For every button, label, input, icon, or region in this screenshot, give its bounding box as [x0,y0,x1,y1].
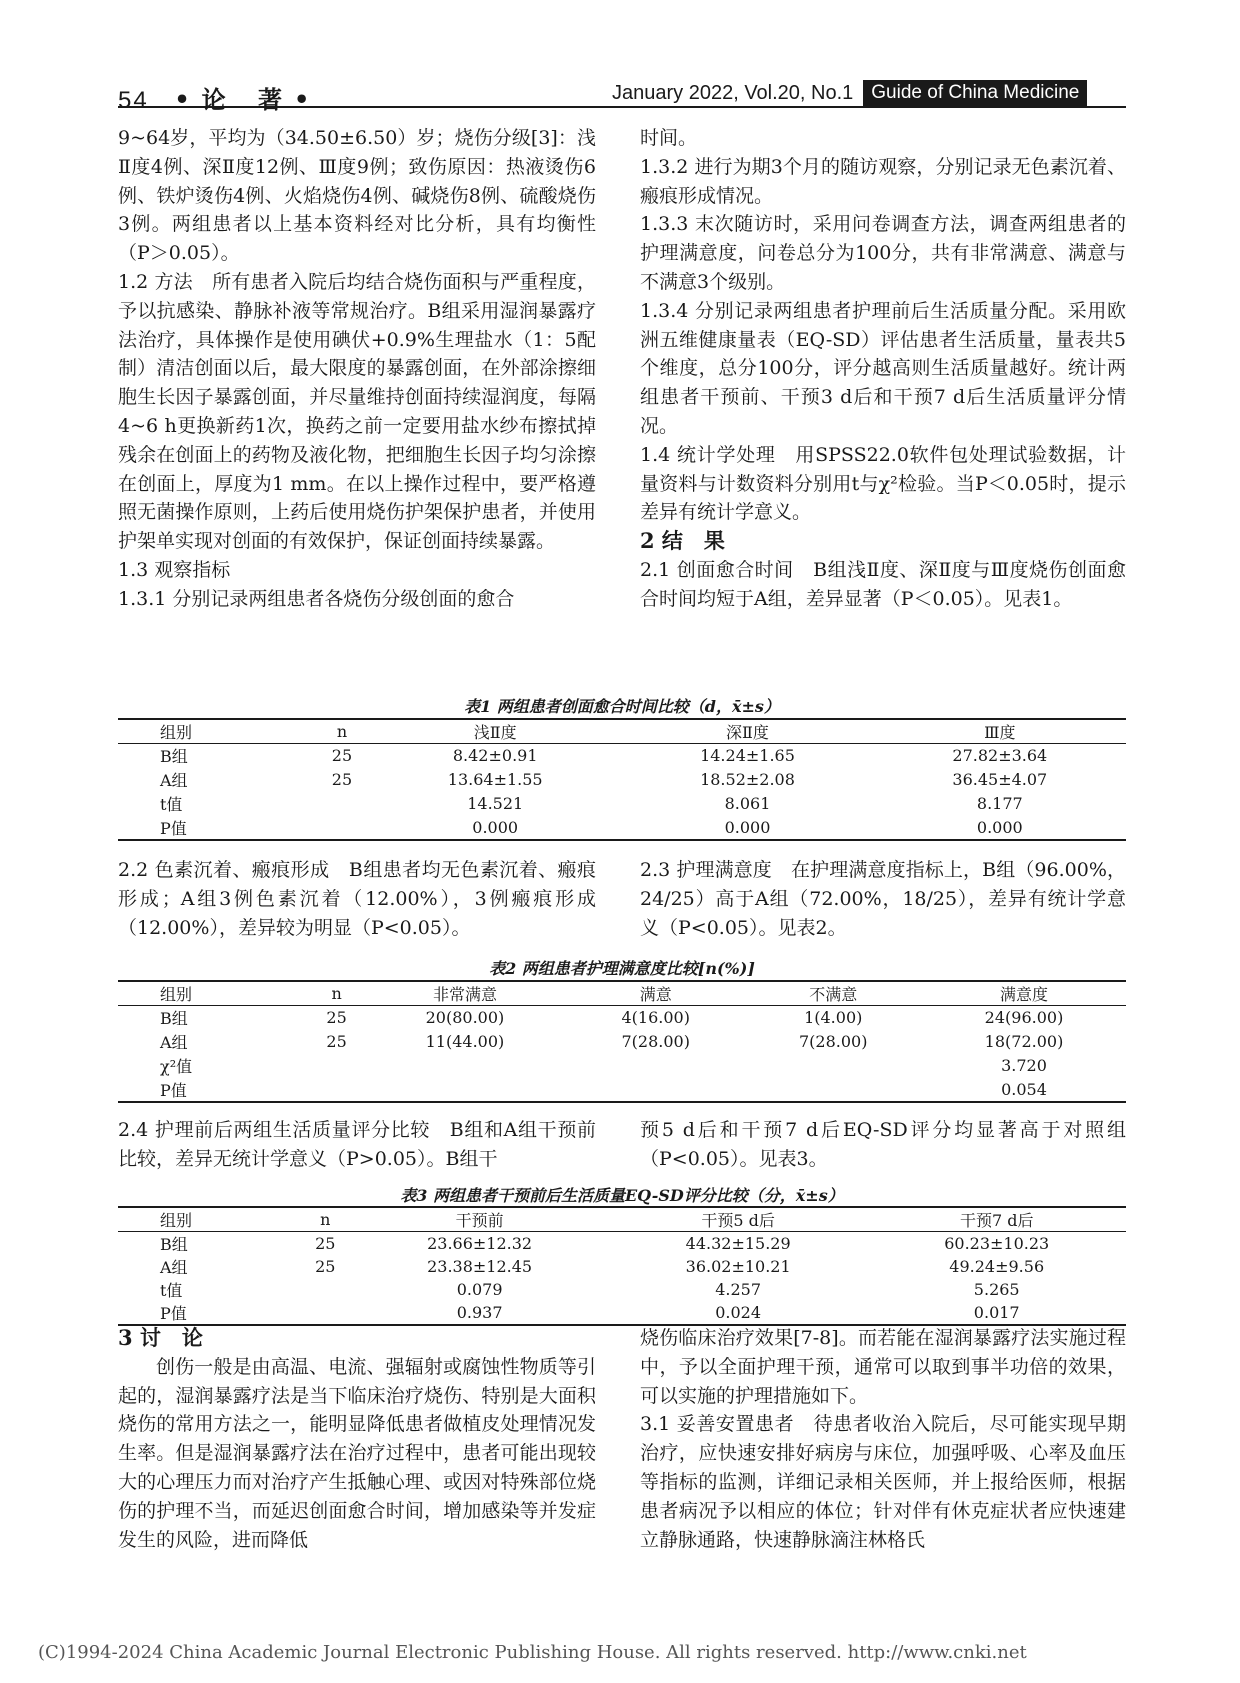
table-header: Ⅲ度 [874,719,1126,744]
table-cell: 44.32±15.29 [685,1234,791,1253]
table-cell [300,1278,350,1301]
table-cell [363,1054,567,1078]
issue-info: January 2022, Vol.20, No.1 [612,81,854,104]
table-cell [315,792,369,816]
table-cell [744,1054,922,1078]
paragraph: 预5 d后和干预7 d后EQ-SD评分均显著高于对照组（P<0.05）。见表3。 [640,1119,1126,1170]
table-cell: 25 [331,746,353,766]
table-cell: 5.265 [973,1280,1020,1299]
section-heading: 2 结 果 [640,528,725,554]
table-cell: 60.23±10.23 [944,1234,1050,1253]
table2-caption: 表2 两组患者护理满意度比较[n(%)] [489,959,755,978]
table-header: 组别 [118,981,310,1006]
table-header: 浅Ⅱ度 [369,719,621,744]
paragraph: 2.2 色素沉着、瘢痕形成 B组患者均无色素沉着、瘢痕形成；A组3例色素沉着（12.00%），3例瘢痕形成（12.00%），差异较为明显（P<0.05）。 [118,859,596,939]
table-cell: 23.66±12.32 [427,1234,533,1253]
table-cell: A组 [160,771,188,790]
table-cell: t值 [160,1281,183,1300]
table-cell: 14.24±1.65 [700,746,795,766]
table-header: 深Ⅱ度 [621,719,873,744]
table-cell: 36.02±10.21 [685,1257,791,1276]
table-cell: 23.38±12.45 [427,1257,533,1276]
table1-caption: 表1 两组患者创面愈合时间比较（d，x̄±s） [464,697,780,716]
paragraph: 1.3.2 进行为期3个月的随访观察，分别记录无色素沉着、瘢痕形成情况。 [640,155,1126,207]
table-header: 满意度 [922,981,1126,1006]
table-cell: 13.64±1.55 [447,770,543,789]
table3-caption: 表3 两组患者干预前后生活质量EQ-SD评分比较（分，x̄±s） [400,1186,844,1205]
column-top-left [118,124,596,614]
table-cell: 14.521 [467,794,524,813]
paragraph: 烧伤临床治疗效果[7-8]。而若能在湿润暴露疗法实施过程中，予以全面护理干预，通常可以取到事半功倍的效果，可以实施的护理措施如下。 [640,1327,1126,1407]
column-mid1-right [640,856,1126,942]
table-cell: 8.061 [724,794,771,813]
table-row [118,1006,1126,1030]
table-cell: 49.24±9.56 [949,1257,1045,1276]
paragraph: 9~64岁，平均为（34.50±6.50）岁；烧伤分级[3]：浅Ⅱ度4例、深Ⅱ度12例、Ⅲ度9例；致伤原因：热液烫伤6例、铁炉烫伤4例、火焰烧伤4例、碱烧伤8例、硫酸烧伤3例。两组患者以上基本资料经对比分析，具有均衡性（P＞0.05）。 [118,127,596,265]
table-cell: t值 [160,795,183,814]
table1 [118,718,1126,841]
table-cell: 20(80.00) [425,1008,505,1028]
table-cell: 0.017 [973,1303,1020,1322]
table-cell: A组 [160,1033,188,1052]
table-cell [310,1054,363,1078]
copyright-footer: (C)1994-2024 China Academic Journal Electronic Publishing House. All rights reserved. http://www.cnki.net [38,1642,1027,1663]
table-row [118,1078,1126,1102]
table-cell: 0.000 [724,817,771,837]
table-cell: 0.000 [976,817,1023,837]
paragraph: 创伤一般是由高温、电流、强辐射或腐蚀性物质等引起的，湿润暴露疗法是当下临床治疗烧伤、特别是大面积烧伤的常用方法之一，能明显降低患者做植皮处理情况发生率。但是湿润暴露疗法在治疗过程中，患者可能出现较大的心理压力而对治疗产生抵触心理、或因对特殊部位烧伤的护理不当，而延迟创面愈合时间，增加感染等并发症发生的风险，进而降低 [118,1355,596,1551]
table-cell: 0.024 [715,1303,762,1322]
table-row [118,768,1126,792]
table-cell: P值 [160,1304,187,1323]
table-row [118,1301,1126,1325]
paragraph: 1.2 方法 所有患者入院后均结合烧伤面积与严重程度，予以抗感染、静脉补液等常规治疗。B组采用湿润暴露疗法治疗，具体操作是使用碘伏+0.9%生理盐水（1：5配制）清洁创面以后，最大限度的暴露创面，在外部涂擦细胞生长因子暴露创面，并尽量维持创面持续湿润度，每隔4~6 h更换新药1次，换药之前一定要用盐水纱布擦拭掉残余在创面上的药物及液化物，把细胞生长因子均匀涂擦在创面上，厚度为1 mm。在以上操作过程中，要严格遵照无菌操作原则，上药后使用烧伤护架保护患者，并使用护架单实现对创面的有效保护，保证创面持续暴露。 [118,270,596,553]
table-header: n [315,719,369,744]
column-mid2-right [640,1116,1126,1174]
table-cell: 25 [315,1234,336,1253]
table-cell: 0.079 [456,1280,503,1299]
column-mid1-left [118,856,596,942]
section-label: •论 著• [174,85,322,114]
table3 [118,1206,1126,1326]
page-header-right [612,78,1087,108]
table-header: 干预前 [350,1207,609,1232]
table-row [118,1232,1126,1256]
table-cell [300,1301,350,1325]
table-cell: B组 [160,747,188,767]
paragraph: 时间。 [640,127,698,149]
table-cell: P值 [160,1080,187,1100]
table-cell: B组 [160,1235,188,1254]
table-cell: 7(28.00) [799,1032,868,1051]
table-cell: 7(28.00) [621,1032,690,1051]
table-cell: A组 [160,1258,188,1277]
table-cell: 36.45±4.07 [952,770,1048,789]
table-cell [310,1078,363,1102]
table-cell: P值 [160,818,187,838]
table-cell: 0.000 [472,817,519,837]
table-cell: 27.82±3.64 [952,746,1048,766]
paragraph: 1.3.3 末次随访时，采用问卷调查方法，调查两组患者的护理满意度，问卷总分为100分，共有非常满意、满意与不满意3个级别。 [640,213,1126,293]
table-cell: 25 [315,1257,336,1276]
table-header: 组别 [118,1207,300,1232]
table-cell: 4.257 [715,1280,762,1299]
table-cell: 0.937 [456,1303,503,1322]
paragraph: 1.3.1 分别记录两组患者各烧伤分级创面的愈合 [118,587,515,610]
column-mid2-left [118,1116,596,1174]
paragraph: 1.3.4 分别记录两组患者护理前后生活质量分配。采用欧洲五维健康量表（EQ-SD）评估患者生活质量，量表共5个维度，总分100分，评分越高则生活质量越好。统计两组患者干预前、干预3 d后和干预7 d后生活质量评分情况。 [640,299,1126,437]
table-cell: 8.42±0.91 [452,746,538,766]
paragraph: 2.3 护理满意度 在护理满意度指标上，B组（96.00%，24/25）高于A组（72.00%，18/25），差异有统计学意义（P<0.05）。见表2。 [640,859,1126,939]
paragraph: 2.4 护理前后两组生活质量评分比较 B组和A组干预前比较，差异无统计学意义（P>0.05）。B组干 [118,1119,596,1170]
table-row [118,1278,1126,1301]
table-cell [567,1078,745,1102]
table-row [118,1054,1126,1078]
table-cell: 4(16.00) [621,1008,690,1028]
table-cell: 1(4.00) [804,1008,863,1028]
table-cell: B组 [160,1009,188,1029]
table-row [118,1255,1126,1278]
table-cell: 11(44.00) [425,1032,505,1051]
column-top-right [640,124,1126,614]
table-header: 不满意 [744,981,922,1006]
table-cell: 25 [326,1032,347,1051]
paragraph: 1.3 观察指标 [118,558,231,581]
table-cell [567,1054,745,1078]
table-cell: 24(96.00) [984,1008,1064,1028]
table-row [118,792,1126,816]
table-row [118,1030,1126,1054]
table-cell [744,1078,922,1102]
column-bottom-right [640,1324,1126,1554]
table-cell: χ²值 [160,1057,193,1076]
paragraph: 1.4 统计学处理 用SPSS22.0软件包处理试验数据，计量资料与计数资料分别用t与χ²检验。当P＜0.05时，提示差异有统计学意义。 [640,443,1126,524]
table-row [118,816,1126,840]
table-header: 干预5 d后 [609,1207,868,1232]
table-cell: 18.52±2.08 [700,770,795,789]
paragraph: 2.1 创面愈合时间 B组浅Ⅱ度、深Ⅱ度与Ⅲ度烧伤创面愈合时间均短于A组，差异显著（P＜0.05）。见表1。 [640,558,1126,610]
table-row [118,744,1126,768]
header-rule [118,106,1126,108]
journal-name: Guide of China Medicine [863,80,1087,106]
column-bottom-left [118,1324,596,1554]
table2 [118,980,1126,1103]
table-cell [315,816,369,840]
table-cell: 3.720 [1001,1056,1047,1075]
page-number: 54 [118,87,149,114]
table-header: 非常满意 [363,981,567,1006]
table-cell: 25 [331,770,353,789]
page-header-left [118,80,321,115]
table-cell: 25 [326,1008,347,1028]
table-header: n [310,981,363,1006]
table-cell [363,1078,567,1102]
table-cell: 18(72.00) [984,1032,1064,1051]
table-header: n [300,1207,350,1232]
paragraph: 3.1 妥善安置患者 待患者收治入院后，尽可能实现早期治疗，应快速安排好病房与床位，加强呼吸、心率及血压等指标的监测，详细记录相关医师，并上报给医师，根据患者病况予以相应的体位；针对伴有休克症状者应快速建立静脉通路，快速静脉滴注林格氏 [640,1413,1126,1551]
table-cell: 8.177 [976,794,1023,813]
table-header: 满意 [567,981,745,1006]
section-heading: 3 讨 论 [118,1325,203,1350]
table-cell: 0.054 [1001,1079,1047,1099]
table-header: 干预7 d后 [867,1207,1126,1232]
table-header: 组别 [118,719,315,744]
